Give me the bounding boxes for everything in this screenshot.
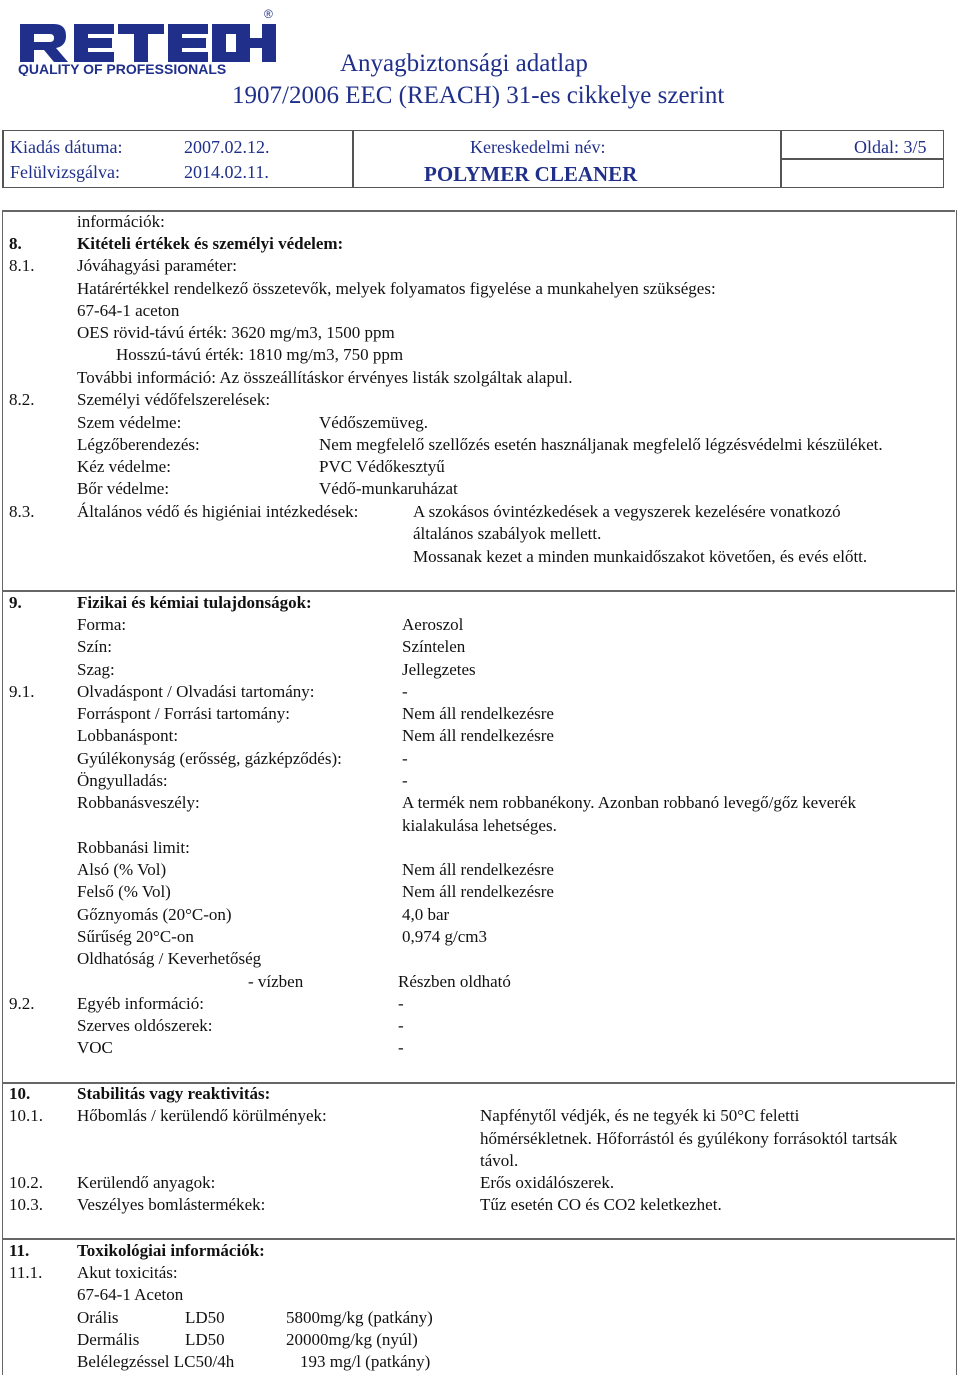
field-value: A szokásos óvintézkedések a vegyszerek kezelésére vonatkozó	[413, 502, 841, 521]
tox-value: 5800mg/kg (patkány)	[286, 1308, 433, 1327]
field-label: Sűrűség 20°C-on	[77, 927, 194, 946]
field-value: Nem áll rendelkezésre	[402, 704, 554, 723]
field-value: Nem áll rendelkezésre	[402, 882, 554, 901]
issue-date: 2007.02.12.	[184, 137, 270, 157]
field-value: -	[402, 771, 408, 790]
tox-route: Dermális	[77, 1330, 140, 1349]
field-label: Hőbomlás / kerülendő körülmények:	[77, 1106, 327, 1125]
revision-label: Felülvizsgálva:	[10, 162, 120, 182]
field-value: általános szabályok mellett.	[413, 524, 602, 543]
text-line: További információ: Az összeállításkor érvényes listák szolgáltak alapul.	[77, 368, 573, 387]
section-number: 10.	[9, 1084, 31, 1103]
field-label: Kerülendő anyagok:	[77, 1173, 216, 1192]
subsection-number: 8.2.	[9, 390, 35, 409]
tox-route: Orális	[77, 1308, 119, 1327]
field-value: Aeroszol	[402, 615, 464, 634]
subsection-number: 10.3.	[9, 1195, 43, 1214]
section-title: Fizikai és kémiai tulajdonságok:	[77, 593, 312, 612]
section-title: Kitételi értékek és személyi védelem:	[77, 234, 344, 253]
section-number: 9.	[9, 593, 22, 612]
subsection-number: 11.1.	[9, 1263, 43, 1282]
field-label: Forma:	[77, 615, 127, 634]
company-logo	[14, 6, 276, 76]
section-number: 11.	[9, 1241, 30, 1260]
subsection-number: 9.2.	[9, 994, 35, 1013]
field-value: Nem megfelelő szellőzés esetén használjanak megfelelő légzésvédelmi készüléket.	[319, 435, 883, 454]
registered-mark: ®	[264, 7, 273, 21]
field-value: -	[402, 682, 408, 701]
field-label: Öngyulladás:	[77, 771, 168, 790]
field-value: Jellegzetes	[402, 660, 476, 679]
field-value: kialakulása lehetséges.	[402, 816, 557, 835]
subsection-number: 10.2.	[9, 1173, 43, 1192]
field-label: Szerves oldószerek:	[77, 1016, 213, 1035]
field-label: Egyéb információ:	[77, 994, 204, 1013]
field-label: Alsó (% Vol)	[77, 860, 167, 879]
field-label: Szín:	[77, 637, 112, 656]
text-line: Hosszú-távú érték: 1810 mg/m3, 750 ppm	[116, 345, 404, 364]
field-value: 0,974 g/cm3	[402, 927, 487, 946]
section-number: 8.	[9, 234, 22, 253]
field-value: Napfénytől védjék, és ne tegyék ki 50°C feletti	[480, 1106, 800, 1125]
field-label: Szem védelme:	[77, 413, 182, 432]
subsection-title: Jóváhagyási paraméter:	[77, 256, 238, 275]
divider	[2, 1238, 955, 1240]
field-value: hőmérsékletnek. Hőforrástól és gyúlékony forrásoktól tartsák	[480, 1129, 898, 1148]
field-label: Kéz védelme:	[77, 457, 171, 476]
field-label: VOC	[77, 1038, 113, 1057]
subsection-number: 8.3.	[9, 502, 35, 521]
subsection-title: Személyi védőfelszerelések:	[77, 390, 271, 409]
field-label: Veszélyes bomlástermékek:	[77, 1195, 266, 1214]
field-value: Mossanak kezet a minden munkaidőszakot követően, és evés előtt.	[413, 547, 868, 566]
tox-route: Belélegzéssel LC50/4h	[77, 1352, 235, 1371]
subsection-title: Akut toxicitás:	[77, 1263, 178, 1282]
field-label: Bőr védelme:	[77, 479, 170, 498]
field-value: Védőszemüveg.	[319, 413, 429, 432]
field-label: Forráspont / Forrási tartomány:	[77, 704, 290, 723]
field-label: Szag:	[77, 660, 115, 679]
subsection-number: 8.1.	[9, 256, 35, 275]
subsection-number: 9.1.	[9, 682, 35, 701]
divider	[2, 590, 955, 592]
tox-measure: LD50	[185, 1330, 225, 1349]
text-line: OES rövid-távú érték: 3620 mg/m3, 1500 ppm	[77, 323, 395, 342]
product-name: POLYMER CLEANER	[424, 162, 638, 186]
field-value: Részben oldható	[398, 972, 511, 991]
tox-value: 193 mg/l (patkány)	[300, 1352, 431, 1371]
field-label: Gyúlékonyság (erősség, gázképződés):	[77, 749, 342, 768]
issue-label: Kiadás dátuma:	[10, 137, 123, 157]
subsection-number: 10.1.	[9, 1106, 43, 1125]
trade-name-label: Kereskedelmi név:	[470, 137, 606, 157]
field-label: Robbanásveszély:	[77, 793, 200, 812]
page-number: Oldal: 3/5	[854, 137, 927, 157]
field-value: Erős oxidálószerek.	[480, 1173, 615, 1192]
field-label: Felső (% Vol)	[77, 882, 171, 901]
tox-measure: LD50	[185, 1308, 225, 1327]
field-label: Oldhatóság / Keverhetőség	[77, 949, 262, 968]
field-value: -	[398, 1038, 404, 1057]
text-line: 67-64-1 aceton	[77, 301, 180, 320]
tox-value: 20000mg/kg (nyúl)	[286, 1330, 418, 1349]
field-value: -	[402, 749, 408, 768]
field-value: -	[398, 1016, 404, 1035]
field-label: Lobbanáspont:	[77, 726, 179, 745]
field-label: Gőznyomás (20°C-on)	[77, 905, 232, 924]
field-value: PVC Védőkesztyű	[319, 457, 445, 476]
field-value: Színtelen	[402, 637, 466, 656]
field-value: Tűz esetén CO és CO2 keletkezhet.	[480, 1195, 722, 1214]
field-value: Nem áll rendelkezésre	[402, 860, 554, 879]
field-label: Robbanási limit:	[77, 838, 190, 857]
document-subtitle: 1907/2006 EEC (REACH) 31-es cikkelye szerint	[232, 82, 725, 109]
field-value: 4,0 bar	[402, 905, 450, 924]
field-value: -	[398, 994, 404, 1013]
document-title: Anyagbiztonsági adatlap	[340, 50, 588, 77]
field-value: távol.	[480, 1151, 519, 1170]
field-label: Légzőberendezés:	[77, 435, 200, 454]
field-value: Nem áll rendelkezésre	[402, 726, 554, 745]
section-title: Toxikológiai információk:	[77, 1241, 265, 1260]
header-table	[2, 130, 944, 188]
revision-date: 2014.02.11.	[184, 162, 269, 182]
field-label: - vízben	[248, 972, 304, 991]
logo-tagline: QUALITY OF PROFESSIONALS	[18, 61, 227, 76]
field-label: Olvadáspont / Olvadási tartomány:	[77, 682, 315, 701]
text-line: 67-64-1 Aceton	[77, 1285, 184, 1304]
subsection-title: Általános védő és higiéniai intézkedések:	[77, 502, 359, 521]
section-title: Stabilitás vagy reaktivitás:	[77, 1084, 271, 1103]
prev-section-tail: információk:	[77, 212, 165, 231]
field-value: Védő-munkaruházat	[319, 479, 458, 498]
field-value: A termék nem robbanékony. Azonban robbanó levegő/gőz keverék	[402, 793, 856, 812]
text-line: Határértékkel rendelkező összetevők, melyek folyamatos figyelése a munkahelyen szükséges:	[77, 279, 716, 298]
